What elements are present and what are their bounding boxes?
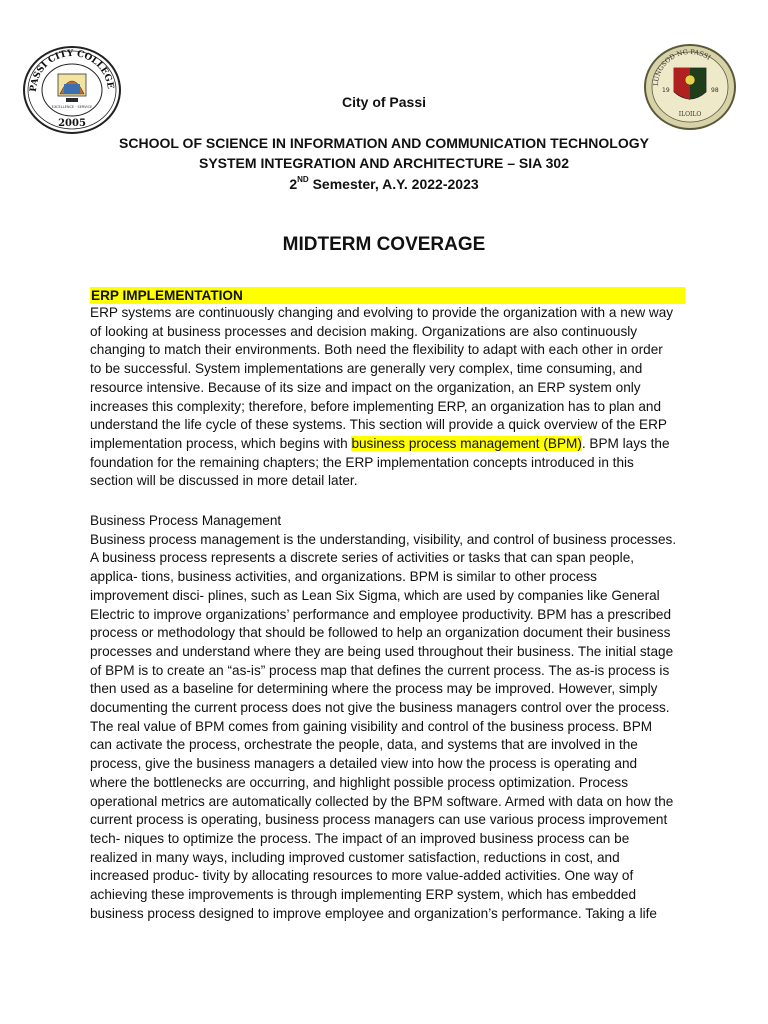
- paragraph-line: applica- tions, business activities, and organizations. BPM is similar to other process: [90, 569, 597, 585]
- paragraph-line: processes and understand where they are being used throughout their business. The initial stage: [90, 643, 674, 659]
- paragraph-line: to be successful. System implementations are generally very complex, time consuming, and: [90, 361, 643, 377]
- paragraph-line: increases this complexity; therefore, before implementing ERP, an organization has to plan and: [90, 398, 662, 414]
- paragraph-line: Electric to improve organizations’ performance and employee productivity. BPM has a prescribed: [90, 606, 672, 622]
- paragraph-line: realized in many ways, including improved customer satisfaction, reductions in cost, and: [90, 849, 620, 865]
- erp-implementation-paragraph: [90, 304, 690, 491]
- paragraph-line-highlight: [90, 435, 690, 454]
- paragraph-line: improvement disci- plines, such as Lean Six Sigma, which are used by companies like General: [90, 587, 660, 603]
- semester-heading: [0, 176, 768, 192]
- paragraph-line: documenting the current process does not give the business managers control over the process.: [90, 700, 670, 716]
- paragraph-line: resource intensive. Because of its size and impact on the organization, an ERP system only: [90, 379, 641, 395]
- paragraph-line: tech- niques to optimize the process. The impact of an improved business process can be: [90, 830, 630, 846]
- paragraph-line: can activate the process, orchestrate the people, data, and systems that are involved in the: [90, 737, 638, 753]
- paragraph-line: foundation for the remaining chapters; the ERP implementation concepts introduced in this: [90, 454, 634, 470]
- semester-number: 2: [289, 176, 298, 192]
- bpm-paragraph: [90, 531, 690, 924]
- paragraph-line: achieving these improvements is through implementing ERP system, which has embedded: [90, 887, 637, 903]
- paragraph-line: A business process represents a discrete series of activities or tasks that can span people,: [90, 550, 635, 566]
- seal-ribbon-text: EXCELLENCE · SERVICE: [51, 105, 93, 109]
- course-heading: SYSTEM INTEGRATION AND ARCHITECTURE – SIA 302: [198, 155, 569, 171]
- highlighted-term-bpm: business process management (BPM): [351, 435, 582, 451]
- bpm-subheading: Business Process Management: [90, 513, 282, 528]
- school-heading: SCHOOL OF SCIENCE IN INFORMATION AND COMMUNICATION TECHNOLOGY: [119, 135, 649, 151]
- highlight-after: . BPM lays the: [581, 435, 670, 451]
- seal-arc-text-right: LUNGSOD NG PASSI: [651, 47, 713, 87]
- paragraph-line: changing to match their environments. Both need the flexibility to adapt with each other in order: [90, 342, 663, 358]
- seal-bottom-text: ILOILO: [678, 111, 702, 118]
- passi-city-college-seal-logo: [22, 44, 122, 134]
- highlight-before: implementation process, which begins with: [90, 435, 352, 451]
- semester-text: Semester, A.Y. 2022-2023: [308, 176, 479, 192]
- paragraph-line: of BPM is to create an “as-is” process map that defines the current process. The as-is process is: [90, 662, 670, 678]
- paragraph-line: ERP systems are continuously changing and evolving to provide the organization with a new way: [90, 305, 674, 320]
- seal-year-right: 98: [711, 87, 719, 94]
- semester-ordinal: ND: [297, 175, 309, 184]
- bpm-section: [90, 512, 690, 923]
- paragraph-line: where the bottlenecks are occurring, and highlight possible process optimization. Process: [90, 774, 628, 790]
- paragraph-line: section will be discussed in more detail later.: [90, 473, 358, 489]
- paragraph-line: process, give the business managers a detailed view into how the process is operating and: [90, 756, 638, 772]
- paragraph-line: increased produc- tivity by allocating resources to more value-added activities. One way of: [90, 868, 634, 884]
- seal-year: 2005: [58, 118, 86, 129]
- document-title: MIDTERM COVERAGE: [282, 234, 486, 255]
- paragraph-line: business process designed to improve employee and organization’s performance. Taking a life: [90, 905, 657, 921]
- paragraph-line: then used as a baseline for determining where the process may be improved. However, simply: [90, 681, 658, 697]
- paragraph-line: of looking at business processes and decision making. Organizations are also continuously: [90, 323, 638, 339]
- paragraph-line: operational metrics are automatically collected by the BPM software. Armed with data on how the: [90, 793, 674, 809]
- paragraph-line: Business process management is the understanding, visibility, and control of business processes.: [90, 531, 677, 547]
- section-heading-erp-implementation: ERP IMPLEMENTATION: [90, 287, 685, 304]
- city-heading: City of Passi: [341, 94, 427, 110]
- seal-year-left: 19: [662, 87, 670, 94]
- paragraph-line: current process is operating, business process managers can use various process improvement: [90, 812, 668, 828]
- paragraph-line: process or methodology that should be followed to help an organization document their business: [90, 625, 671, 641]
- paragraph-line: The real value of BPM comes from gaining visibility and control of the business process. BPM: [90, 718, 653, 734]
- lungsod-ng-passi-seal-logo: [644, 44, 736, 130]
- seal-arc-text: PASSI CITY COLLEGE: [28, 48, 115, 93]
- paragraph-line: understand the life cycle of these systems. This section will provide a quick overview of the ERP: [90, 417, 667, 433]
